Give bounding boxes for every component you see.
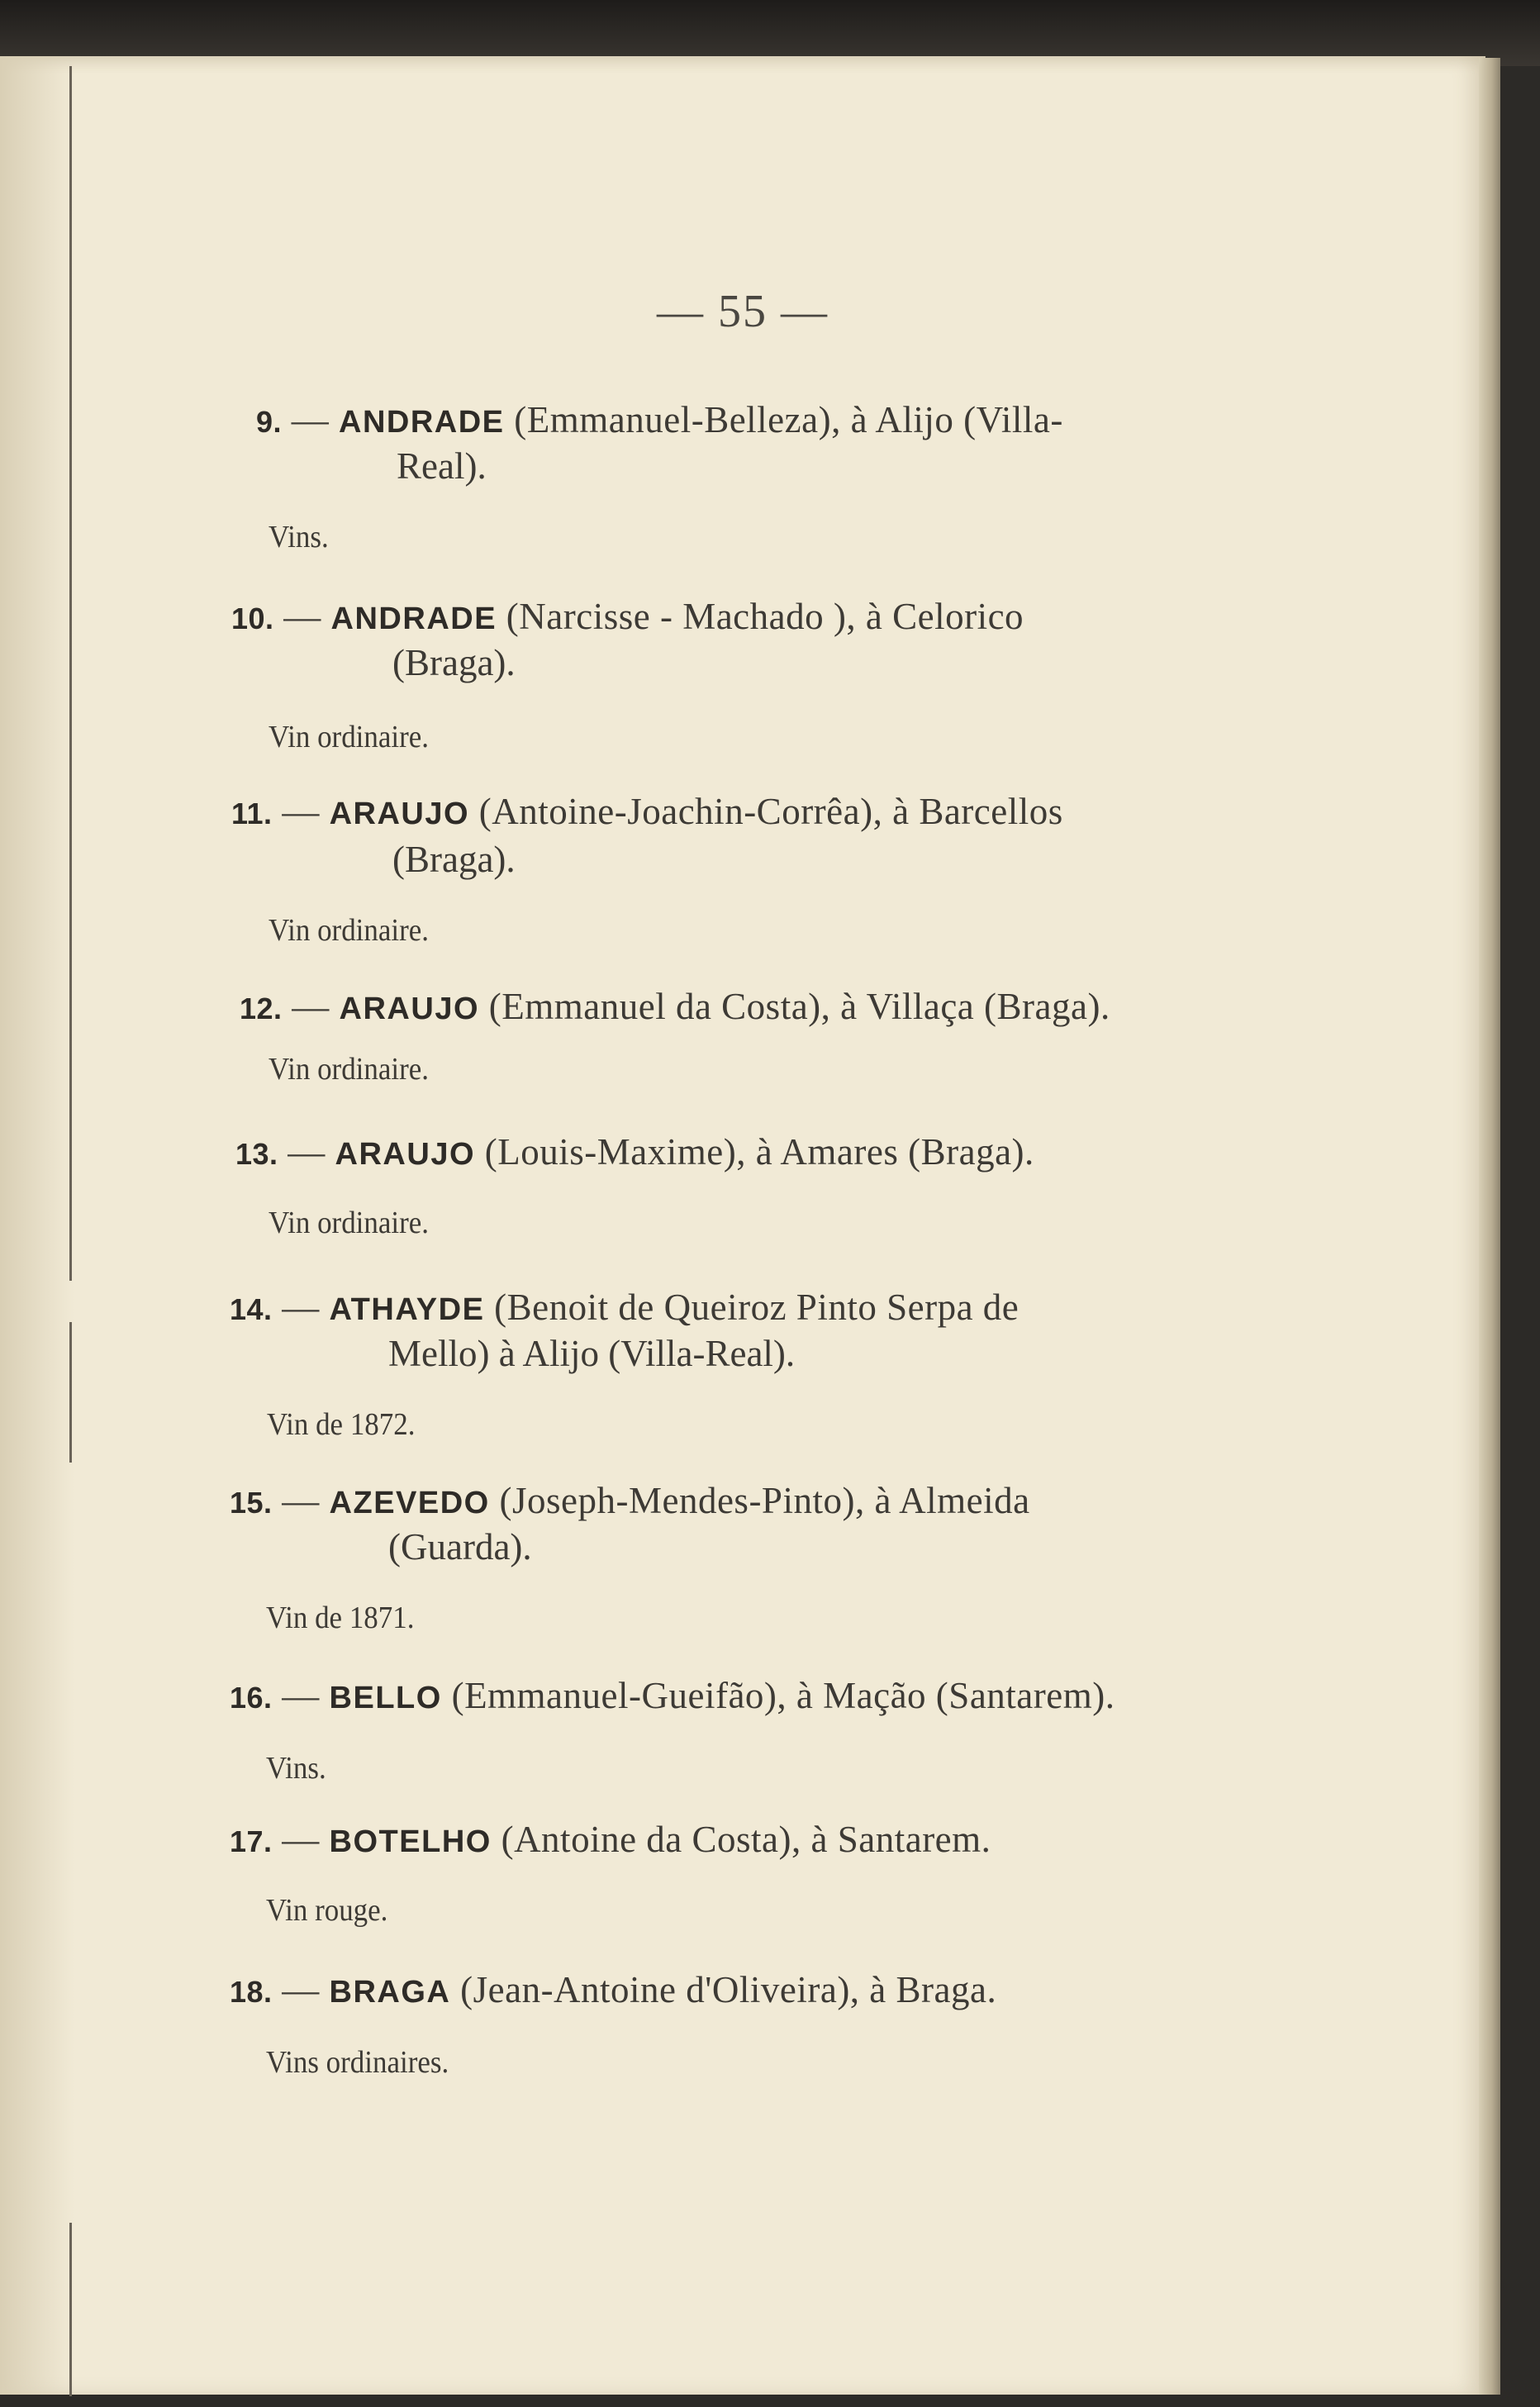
entry-detail: (Jean-Antoine d'Oliveira), à Braga. [460,1969,997,2010]
entry-detail: (Emmanuel-Gueifão), à Mação (Santarem). [451,1675,1115,1716]
entry-13 [235,1130,1034,1173]
entry-name: ARAUJO [329,797,470,831]
entry-number: 17. [230,1824,273,1858]
entry-16-wine: Vins. [266,1751,326,1786]
entry-12-wine: Vin ordinaire. [269,1052,430,1087]
entry-15 [230,1479,1030,1522]
entry-detail: (Emmanuel da Costa), à Villaça (Braga). [488,986,1110,1027]
entry-16 [230,1674,1115,1717]
entry-name: ARAUJO [335,1137,476,1172]
entry-name: BRAGA [329,1975,451,2010]
entry-number: 11. [231,797,273,830]
entry-11-continuation: (Braga). [392,839,516,880]
entry-name: ANDRADE [339,405,505,440]
entry-number: 9. [256,405,283,439]
entry-detail: (Joseph-Mendes-Pinto), à Almeida [499,1480,1030,1521]
entry-number: 12. [240,992,283,1025]
entry-name: ANDRADE [330,602,497,636]
entry-dash: — [282,1480,320,1521]
entry-detail: (Emmanuel-Belleza), à Alijo (Villa- [514,399,1063,440]
entry-11-wine: Vin ordinaire. [269,913,430,948]
entry-number: 13. [235,1137,278,1171]
entry-dash: — [282,1819,320,1860]
entry-14-wine: Vin de 1872. [267,1407,416,1442]
entry-detail: (Narcisse - Machado ), à Celorico [506,596,1024,637]
entry-15-continuation: (Guarda). [388,1526,532,1567]
entry-name: ARAUJO [339,992,480,1026]
entry-detail: (Antoine da Costa), à Santarem. [501,1819,991,1860]
entry-number: 15. [230,1486,273,1520]
entry-13-wine: Vin ordinaire. [269,1206,430,1240]
entry-17-wine: Vin rouge. [266,1893,388,1928]
entry-dash: — [292,986,330,1027]
entry-detail: (Benoit de Queiroz Pinto Serpa de [494,1287,1020,1328]
entry-10-wine: Vin ordinaire. [269,720,430,754]
entry-17 [230,1818,991,1861]
entry-detail: (Antoine-Joachin-Corrêa), à Barcellos [478,791,1063,832]
entry-18-wine: Vins ordinaires. [266,2045,449,2080]
entry-dash: — [282,1675,320,1716]
entry-15-wine: Vin de 1871. [266,1601,415,1635]
entry-dash: — [282,791,320,832]
entry-detail: (Louis-Maxime), à Amares (Braga). [484,1131,1034,1173]
entry-9 [256,398,1063,441]
entry-number: 10. [231,602,274,635]
entry-name: AZEVEDO [329,1486,490,1520]
entry-dash: — [283,596,321,637]
entry-name: BOTELHO [329,1824,492,1859]
entry-number: 18. [230,1975,273,2009]
entry-12 [240,985,1110,1028]
entry-number: 16. [230,1681,273,1715]
entry-number: 14. [230,1292,273,1326]
entry-dash: — [288,1131,326,1173]
entry-14 [230,1286,1019,1329]
entry-9-continuation: Real). [397,445,487,487]
entry-11 [231,790,1063,833]
entry-10 [231,595,1024,638]
entry-14-continuation: Mello) à Alijo (Villa-Real). [388,1333,796,1374]
entry-dash: — [291,399,330,440]
entry-name: ATHAYDE [329,1292,485,1327]
entry-name: BELLO [329,1681,442,1715]
entry-9-wine: Vins. [269,520,329,554]
entry-dash: — [282,1969,320,2010]
page-number: — 55 — [657,286,829,337]
entry-dash: — [282,1287,320,1328]
entry-10-continuation: (Braga). [392,642,516,683]
entry-18 [230,1968,996,2011]
